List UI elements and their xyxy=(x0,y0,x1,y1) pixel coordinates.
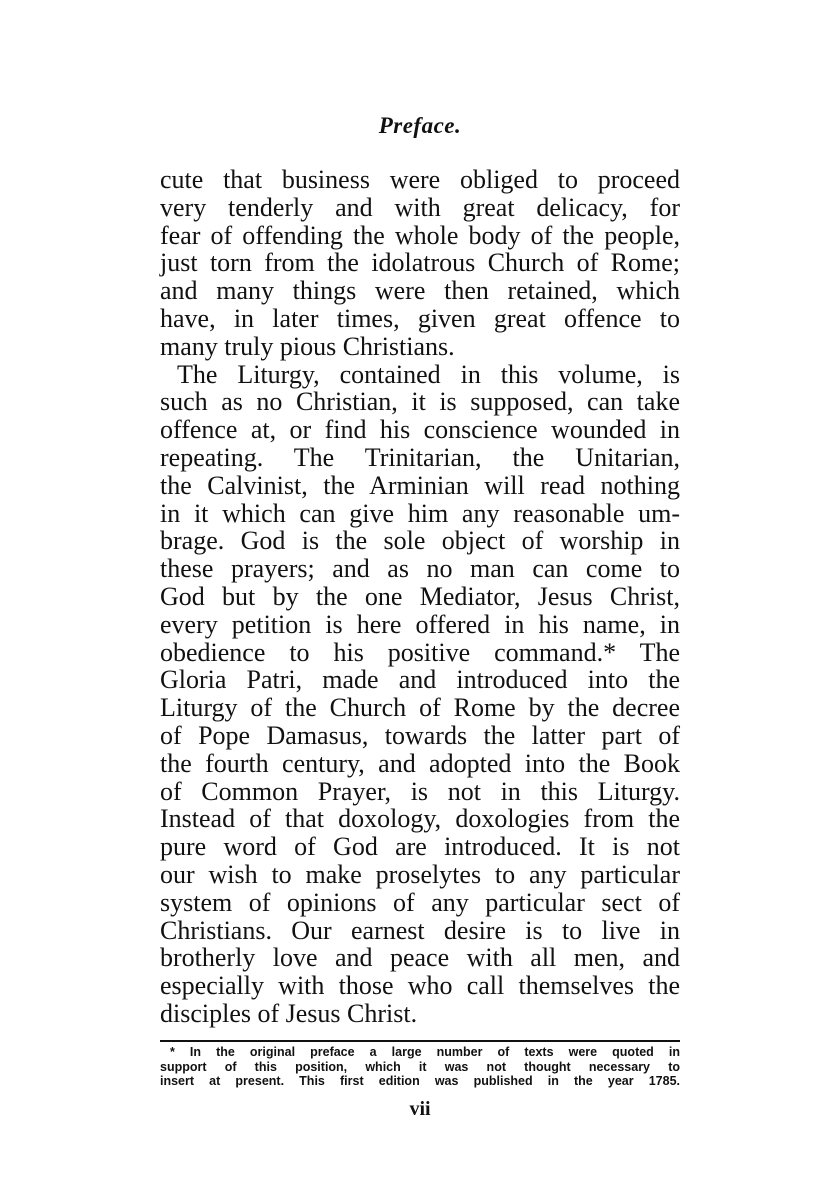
text-line: Christians. Our earnest desire is to live in xyxy=(160,915,680,945)
text-line: brage. God is the sole object of worship in xyxy=(160,526,680,556)
text-line: in it which can give him any reasonable um- xyxy=(160,498,680,528)
text-line: The Liturgy, contained in this volume, is xyxy=(177,359,680,389)
text-line: and many things were then retained, which xyxy=(160,276,680,306)
footnote-divider xyxy=(160,1040,680,1042)
text-line: cute that business were obliged to proceed xyxy=(160,165,680,194)
text-line: of Common Prayer, is not in this Liturgy. xyxy=(160,776,680,806)
text-line: especially with those who call themselves the xyxy=(160,971,680,1001)
text-line: Liturgy of the Church of Rome by the decree xyxy=(160,693,680,723)
text-line: such as no Christian, it is supposed, can take xyxy=(160,387,680,417)
text-line: many truly pious Christians. xyxy=(160,331,455,361)
text-line: repeating. The Trinitarian, the Unitarian, xyxy=(160,442,680,472)
page-header-title: Preface. xyxy=(378,113,462,138)
text-line: our wish to make proselytes to any particular xyxy=(160,859,680,889)
footnote-line: support of this position, which it was not thought necessary to xyxy=(160,1059,680,1074)
footnote-line: * In the original preface a large number of texts were quoted in xyxy=(170,1045,680,1059)
footnote xyxy=(160,1045,680,1089)
text-line: these prayers; and as no man can come to xyxy=(160,554,680,584)
text-line: offence at, or find his conscience wounded in xyxy=(160,415,680,445)
preface-body-text xyxy=(160,166,680,1028)
text-line: fear of offending the whole body of the people, xyxy=(160,220,680,250)
text-line: God but by the one Mediator, Jesus Christ, xyxy=(160,581,680,611)
text-line: very tenderly and with great delicacy, for xyxy=(160,192,680,222)
text-line: Gloria Patri, made and introduced into the xyxy=(160,665,680,695)
page-number: vii xyxy=(409,1098,431,1120)
text-line: the Calvinist, the Arminian will read nothing xyxy=(160,470,680,500)
text-line: system of opinions of any particular sect of xyxy=(160,887,680,917)
footnote-line: insert at present. This first edition was published in the year 1785. xyxy=(160,1074,680,1088)
text-line: the fourth century, and adopted into the Book xyxy=(160,748,680,778)
text-line: pure word of God are introduced. It is not xyxy=(160,832,680,862)
text-line: of Pope Damasus, towards the latter part of xyxy=(160,720,680,750)
text-line: have, in later times, given great offence to xyxy=(160,303,680,333)
text-line: Instead of that doxology, doxologies from the xyxy=(160,804,680,834)
text-line: brotherly love and peace with all men, and xyxy=(160,943,680,973)
text-line: every petition is here offered in his name, in xyxy=(160,609,680,639)
text-line: obedience to his positive command.* The xyxy=(160,637,680,667)
text-line: disciples of Jesus Christ. xyxy=(160,998,418,1028)
text-line: just torn from the idolatrous Church of Rome; xyxy=(160,248,680,278)
